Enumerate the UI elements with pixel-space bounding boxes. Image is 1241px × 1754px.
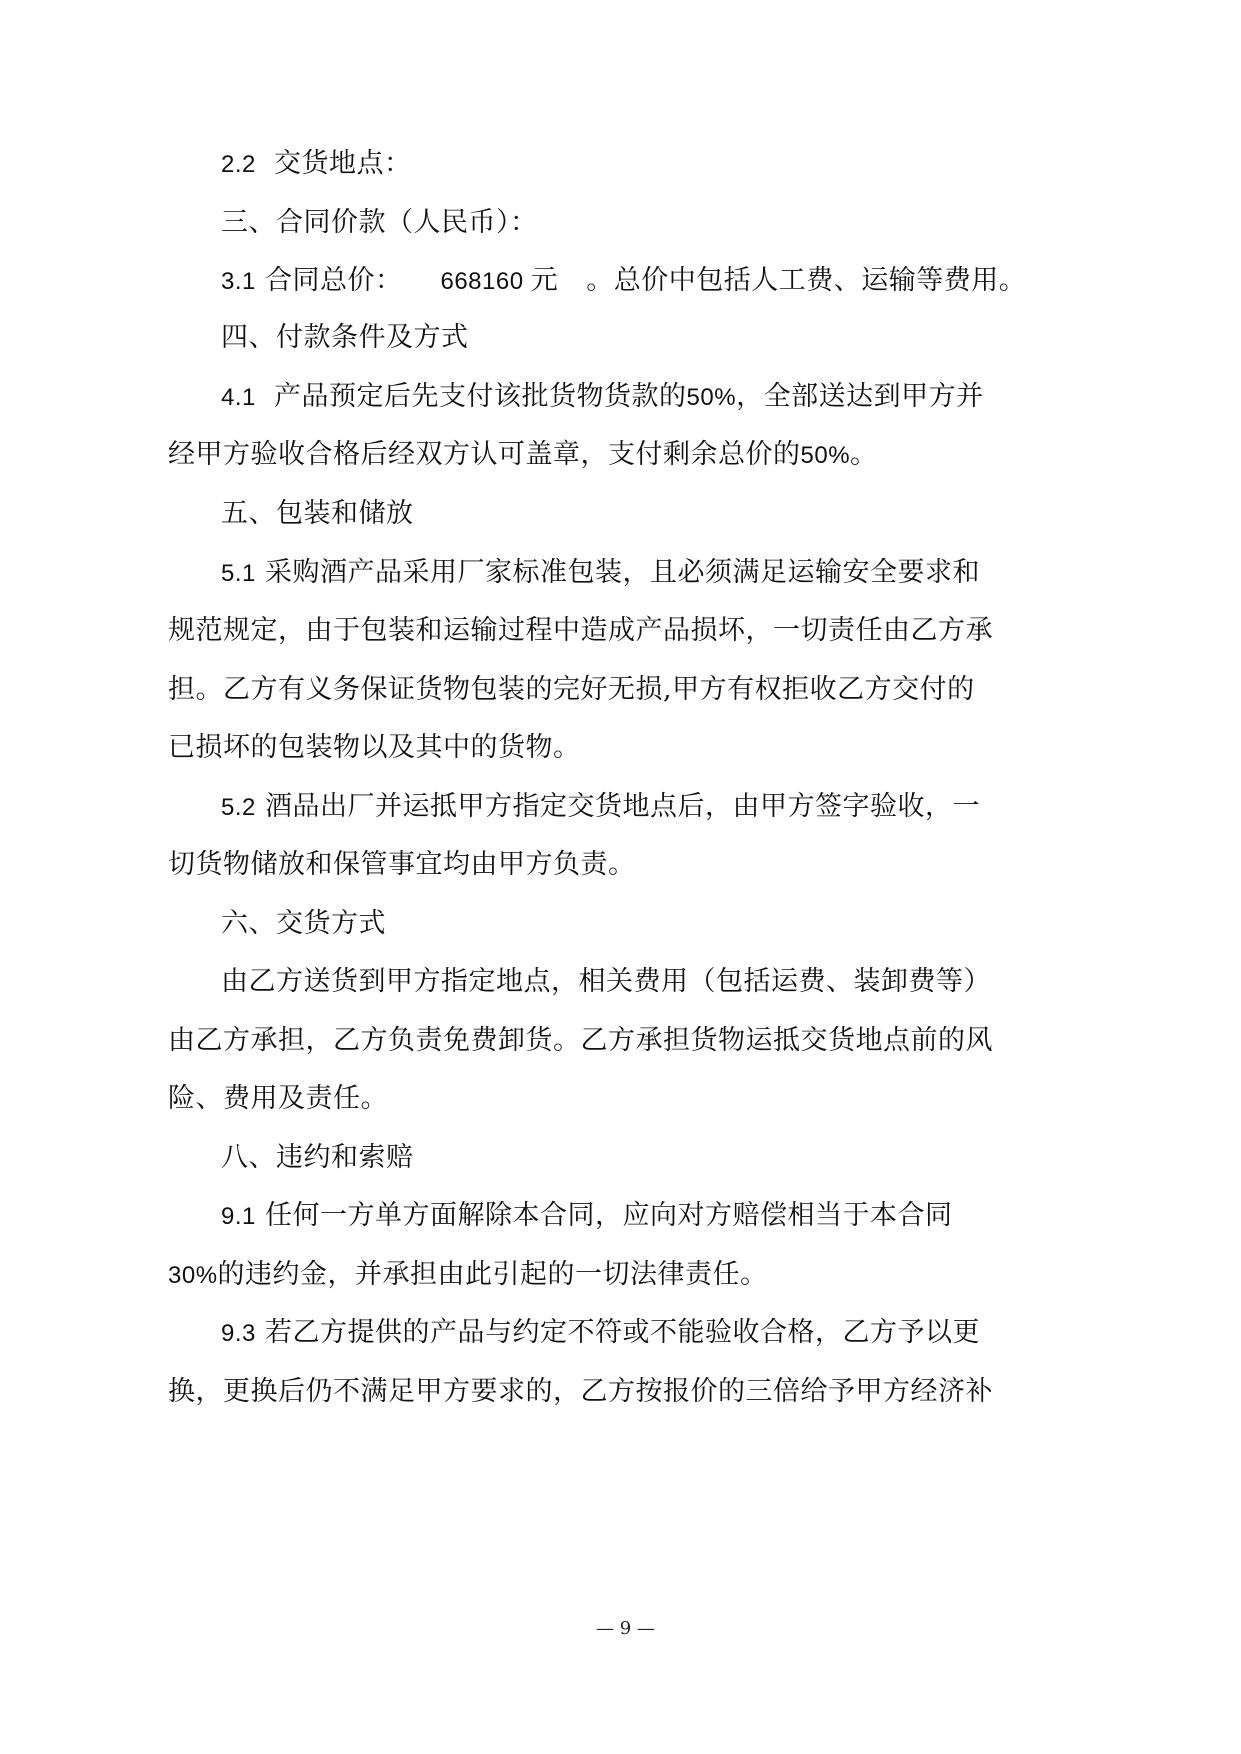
line-text: 酒品出厂并运抵甲方指定交货地点后，由甲方签字验收，一 xyxy=(264,791,980,822)
line-text: 交货地点： xyxy=(274,148,412,179)
clause-number: 4.1 xyxy=(221,384,256,411)
contract-amount xyxy=(402,261,586,302)
percentage: 50% xyxy=(800,442,851,469)
line-6-cont-2: 险、费用及责任。 xyxy=(168,1083,388,1114)
line-5-1-cont-2: 担。乙方有义务保证货物包装的完好无损,甲方有权拒收乙方交付的 xyxy=(168,674,975,705)
line-5-2 xyxy=(221,787,980,828)
line-5-1-cont-3: 已损坏的包装物以及其中的货物。 xyxy=(168,732,581,763)
amount-unit: 元 xyxy=(530,265,559,296)
percentage: 50% xyxy=(686,384,737,411)
line-9-3 xyxy=(221,1313,980,1354)
clause-number: 5.1 xyxy=(221,560,256,587)
line-4-1 xyxy=(221,377,984,418)
clause-number: 9.3 xyxy=(221,1320,256,1347)
line-text: 任何一方单方面解除本合同，应向对方赔偿相当于本合同 xyxy=(264,1200,953,1231)
line-2-2 xyxy=(221,144,412,185)
line-3-1 xyxy=(221,261,1026,302)
section-heading-4: 四、付款条件及方式 xyxy=(221,322,469,353)
line-text: 若乙方提供的产品与约定不符或不能验收合格，乙方予以更 xyxy=(264,1317,980,1348)
line-text: 。总价中包括人工费、运输等费用。 xyxy=(586,265,1027,296)
section-heading-3: 三、合同价款（人民币）： xyxy=(221,207,538,238)
clause-number: 5.2 xyxy=(221,794,256,821)
line-6: 由乙方送货到甲方指定地点，相关费用（包括运费、装卸费等） xyxy=(221,966,991,997)
section-heading-8: 八、违约和索赔 xyxy=(221,1142,414,1173)
line-9-1 xyxy=(221,1196,952,1237)
line-9-3-cont: 换，更换后仍不满足甲方要求的，乙方按报价的三倍给予甲方经济补 xyxy=(168,1376,993,1407)
section-heading-5: 五、包装和储放 xyxy=(221,498,414,529)
line-text: ，全部送达到甲方并 xyxy=(736,381,984,412)
clause-number: 3.1 xyxy=(221,268,256,295)
line-5-1 xyxy=(221,553,980,594)
clause-number: 9.1 xyxy=(221,1203,256,1230)
line-5-1-cont-1: 规范规定，由于包装和运输过程中造成产品损坏，一切责任由乙方承 xyxy=(168,615,993,646)
line-9-1-cont xyxy=(168,1255,768,1296)
page-number: — 9 — xyxy=(596,1618,655,1639)
line-text: 经甲方验收合格后经双方认可盖章，支付剩余总价的 xyxy=(168,439,801,470)
clause-number: 2.2 xyxy=(221,151,256,178)
line-text: 采购酒产品采用厂家标准包装，且必须满足运输安全要求和 xyxy=(264,557,980,588)
line-text: 。 xyxy=(850,439,878,470)
line-4-1-cont xyxy=(168,435,878,476)
percentage: 30% xyxy=(168,1262,218,1289)
amount-value: 668160 xyxy=(440,268,524,295)
line-text: 合同总价： xyxy=(264,265,403,296)
line-5-2-cont: 切货物储放和保管事宜均由甲方负责。 xyxy=(168,849,636,880)
line-text: 的违约金，并承担由此引起的一切法律责任。 xyxy=(217,1259,768,1290)
line-text: 产品预定后先支付该批货物货款的 xyxy=(274,381,687,412)
line-6-cont-1: 由乙方承担，乙方负责免费卸货。乙方承担货物运抵交货地点前的风 xyxy=(168,1025,993,1056)
section-heading-6: 六、交货方式 xyxy=(221,908,386,939)
